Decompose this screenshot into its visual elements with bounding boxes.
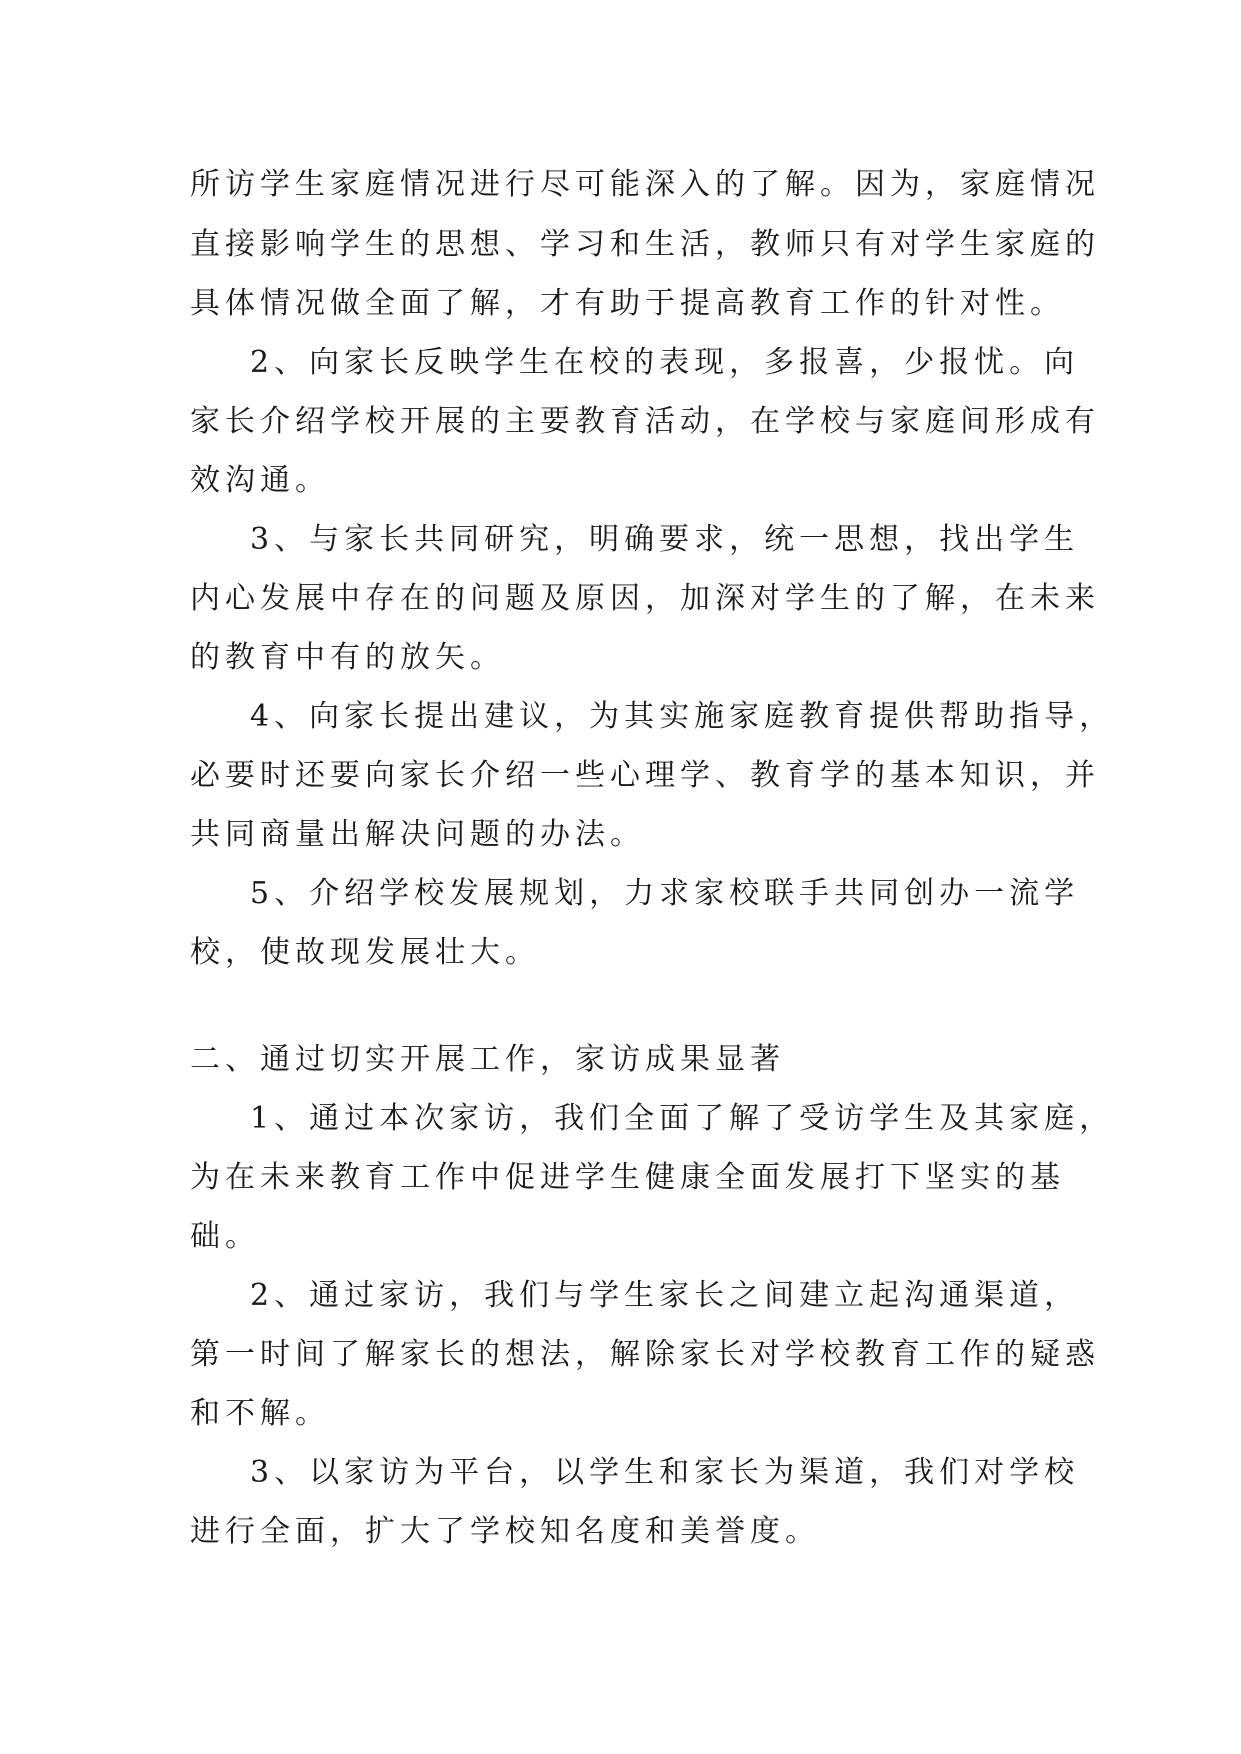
text-line: 校，使故现发展壮大。: [190, 935, 540, 970]
text-line: 的教育中有的放矢。: [190, 640, 505, 675]
text-line: 第一时间了解家长的想法，解除家长对学校教育工作的疑惑: [190, 1337, 1100, 1372]
text-line: 必要时还要向家长介绍一些心理学、教育学的基本知识，并: [190, 758, 1100, 793]
list-item-5: 5、介绍学校发展规划，力求家校联手共同创办一流学: [250, 876, 1080, 911]
text-line: 具体情况做全面了解，才有助于提高教育工作的针对性。: [190, 286, 1065, 321]
list-item-3: 3、与家长共同研究，明确要求，统一思想，找出学生: [250, 522, 1080, 557]
text-line: 直接影响学生的思想、学习和生活，教师只有对学生家庭的: [190, 227, 1100, 262]
list-item-4: 4、向家长提出建议，为其实施家庭教育提供帮助指导，: [250, 699, 1115, 734]
list-item-1: 1、通过本次家访，我们全面了解了受访学生及其家庭，: [250, 1101, 1115, 1136]
text-line: 进行全面，扩大了学校知名度和美誉度。: [190, 1514, 820, 1549]
list-item-2: 2、通过家访，我们与学生家长之间建立起沟通渠道，: [250, 1278, 1080, 1313]
text-line: 家长介绍学校开展的主要教育活动，在学校与家庭间形成有: [190, 404, 1100, 439]
text-line: 共同商量出解决问题的办法。: [190, 817, 645, 852]
list-item-3: 3、以家访为平台，以学生和家长为渠道，我们对学校: [250, 1455, 1080, 1490]
text-line: 和不解。: [190, 1396, 330, 1431]
text-line: 为在未来教育工作中促进学生健康全面发展打下坚实的基: [190, 1160, 1065, 1195]
text-line: 础。: [190, 1219, 260, 1254]
text-line: 效沟通。: [190, 463, 330, 498]
list-item-2: 2、向家长反映学生在校的表现，多报喜，少报忧。向: [250, 345, 1080, 380]
section-heading: 二、通过切实开展工作，家访成果显著: [190, 1042, 785, 1077]
text-line: 内心发展中存在的问题及原因，加深对学生的了解，在未来: [190, 581, 1100, 616]
text-line: 所访学生家庭情况进行尽可能深入的了解。因为，家庭情况: [190, 167, 1100, 202]
